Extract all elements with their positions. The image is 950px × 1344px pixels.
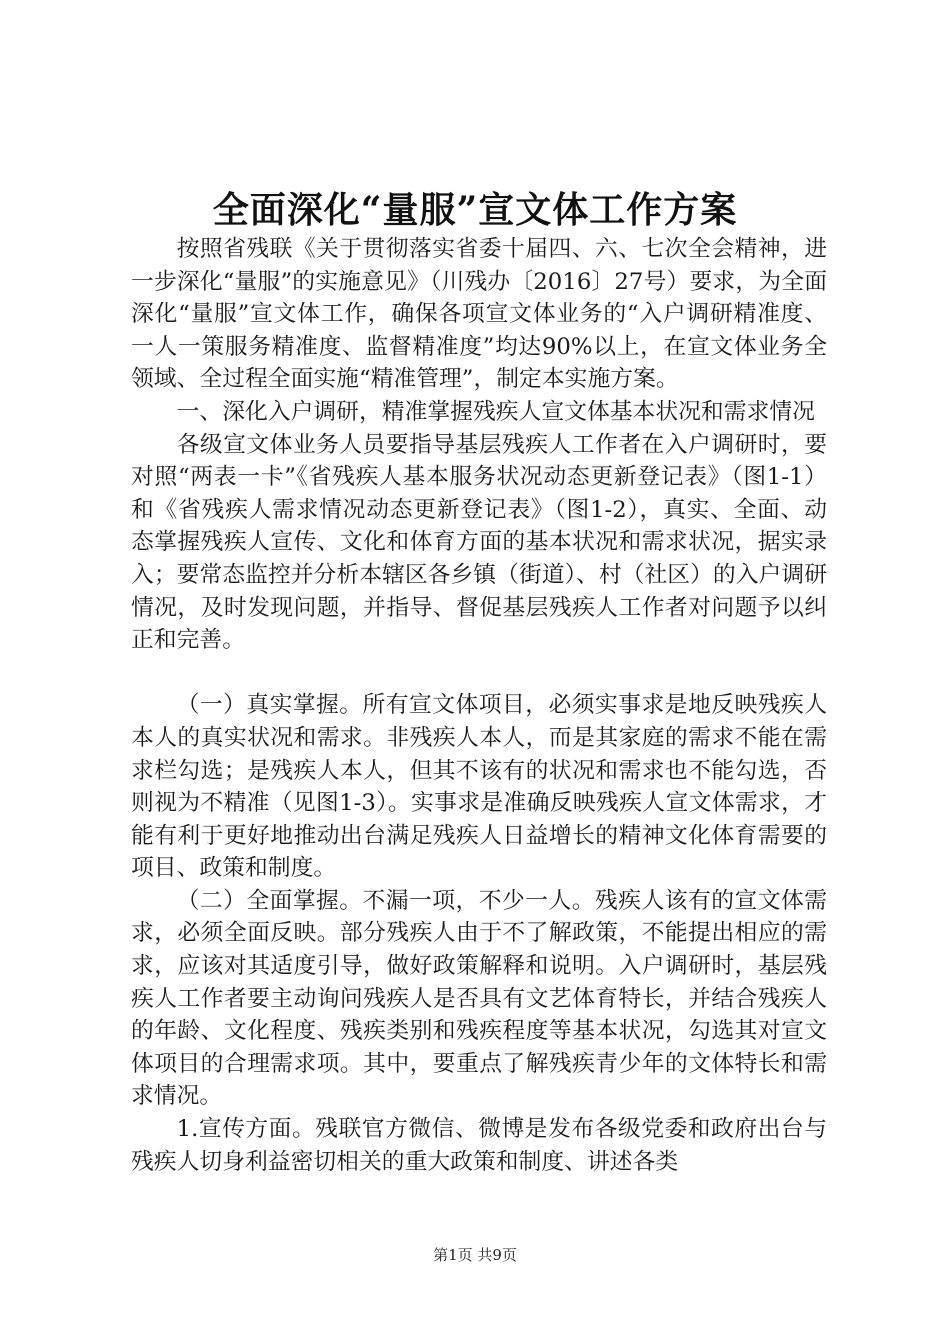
page-number: 第1页 共9页 bbox=[433, 1246, 517, 1264]
document-title: 全面深化“量服”宣文体工作方案 bbox=[212, 189, 738, 231]
paragraph-spacer bbox=[131, 657, 827, 690]
paragraph-survey: 各级宣文体业务人员要指导基层残疾人工作者在入户调研时，要对照“两表一卡”《省残疾人基本服务状况动态更新登记表》（图1-1）和《省残疾人需求情况动态更新登记表》（图1-2），真实、全面、动态掌握残疾人宣传、文化和体育方面的基本状况和需求状况，据实录入；要常态监控并分析本辖区各乡镇（街道）、村（社区）的入户调研情况，及时发现问题，并指导、督促基层残疾人工作者对问题予以纠正和完善。 bbox=[131, 431, 827, 654]
paragraph-true-grasp: （一）真实掌握。所有宣文体项目，必须实事求是地反映残疾人本人的真实状况和需求。非残疾人本人，而是其家庭的需求不能在需求栏勾选；是残疾人本人，但其不该有的状况和需求也不能勾选，否则视为不精准（见图1-3）。实事求是准确反映残疾人宣文体需求，才能有利于更好地推动出台满足残疾人日益增长的精神文化体育需要的项目、政策和制度。 bbox=[131, 692, 827, 882]
paragraph-full-grasp: （二）全面掌握。不漏一项，不少一人。残疾人该有的宣文体需求，必须全面反映。部分残疾人由于不了解政策，不能提出相应的需求，应该对其适度引导，做好政策解释和说明。入户调研时，基层残疾人工作者要主动询问残疾人是否具有文艺体育特长，并结合残疾人的年龄、文化程度、残疾类别和残疾程度等基本状况，勾选其对宣文体项目的合理需求项。其中，要重点了解残疾青少年的文体特长和需求情况。 bbox=[131, 887, 827, 1110]
paragraph-intro: 按照省残联《关于贯彻落实省委十届四、六、七次全会精神，进一步深化“量服”的实施意见》（川残办〔2016〕27号）要求，为全面深化“量服”宣文体工作，确保各项宣文体业务的“入户调研精准度、一人一策服务精准度、监督精准度”均达90%以上，在宣文体业务全领域、全过程全面实施“精准管理”，制定本实施方案。 bbox=[131, 236, 827, 393]
paragraph-publicity: 1.宣传方面。残联官方微信、微博是发布各级党委和政府出台与残疾人切身利益密切相关的重大政策和制度、讲述各类 bbox=[131, 1116, 827, 1175]
section-heading-1: 一、深化入户调研，精准掌握残疾人宣文体基本状况和需求情况 bbox=[176, 398, 815, 425]
document-body bbox=[131, 233, 827, 1178]
